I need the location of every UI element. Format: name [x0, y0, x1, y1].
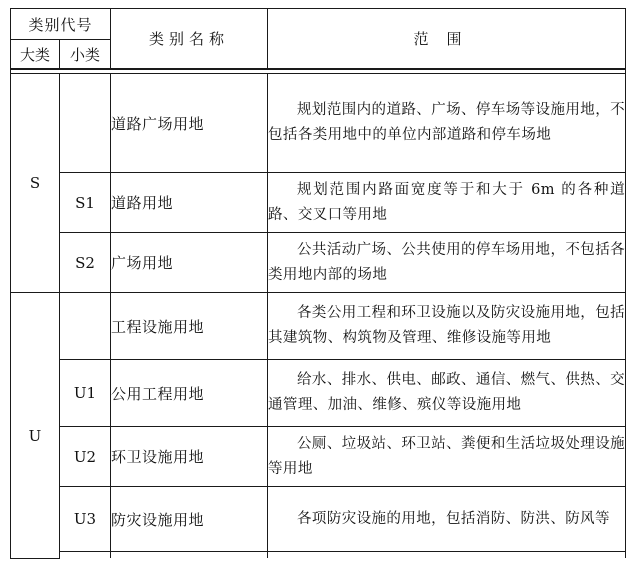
- category-name-cell: 广场用地: [111, 233, 268, 293]
- table-row-continuation: [11, 552, 626, 559]
- category-name-cell: 环卫设施用地: [111, 427, 268, 487]
- scope-cell: 各项防灾设施的用地，包括消防、防洪、防风等: [268, 487, 626, 552]
- header-scope: 范围: [268, 9, 626, 70]
- scope-cell: 公厕、垃圾站、环卫站、粪便和生活垃圾处理设施等用地: [268, 427, 626, 487]
- scope-cell: 规划范围内的道路、广场、停车场等设施用地，不包括各类用地中的单位内部道路和停车场地: [268, 74, 626, 173]
- table-row: [11, 293, 626, 360]
- minor-code-cell: U2: [60, 427, 111, 487]
- table-row: [11, 427, 626, 487]
- header-row-top: [11, 9, 626, 40]
- minor-code-cell: [60, 74, 111, 173]
- major-code-cell: U: [11, 293, 60, 559]
- minor-code-cell: S2: [60, 233, 111, 293]
- table-row: [11, 173, 626, 233]
- continuation-cell: [60, 552, 111, 559]
- scope-cell: 公共活动广场、公共使用的停车场用地，不包括各类用地内部的场地: [268, 233, 626, 293]
- header-major-class: 大类: [11, 40, 60, 70]
- header-minor-class: 小类: [60, 40, 111, 70]
- table-row: [11, 74, 626, 173]
- scope-cell: 规划范围内路面宽度等于和大于 6m 的各种道路、交叉口等用地: [268, 173, 626, 233]
- header-category-code: 类别代号: [11, 9, 111, 40]
- minor-code-cell: S1: [60, 173, 111, 233]
- minor-code-cell: [60, 293, 111, 360]
- continuation-cell: [268, 552, 626, 559]
- table-row: [11, 360, 626, 427]
- land-use-classification-table: [10, 8, 626, 559]
- table-row: [11, 487, 626, 552]
- category-name-cell: 道路广场用地: [111, 74, 268, 173]
- category-name-cell: 公用工程用地: [111, 360, 268, 427]
- major-code-cell: S: [11, 74, 60, 293]
- category-name-cell: 道路用地: [111, 173, 268, 233]
- minor-code-cell: U1: [60, 360, 111, 427]
- table-row: [11, 233, 626, 293]
- scope-cell: 各类公用工程和环卫设施以及防灾设施用地，包括其建筑物、构筑物及管理、维修设施等用地: [268, 293, 626, 360]
- category-name-cell: 工程设施用地: [111, 293, 268, 360]
- header-category-name: 类别名称: [111, 9, 268, 70]
- category-name-cell: 防灾设施用地: [111, 487, 268, 552]
- scope-cell: 给水、排水、供电、邮政、通信、燃气、供热、交通管理、加油、维修、殡仪等设施用地: [268, 360, 626, 427]
- minor-code-cell: U3: [60, 487, 111, 552]
- continuation-cell: [111, 552, 268, 559]
